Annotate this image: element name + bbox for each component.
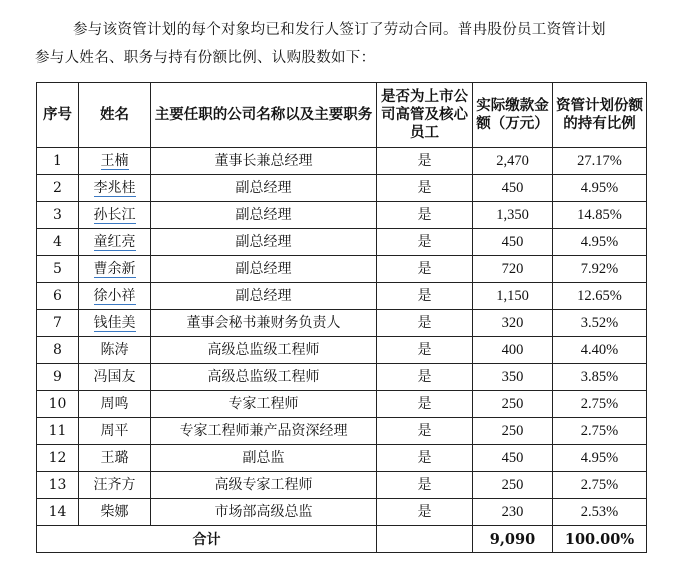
row-exec: 是	[377, 364, 473, 391]
total-label: 合计	[37, 526, 377, 553]
row-amount: 450	[473, 175, 553, 202]
row-seq: 12	[37, 445, 79, 472]
participant-name[interactable]: 孙长江	[93, 207, 136, 223]
row-pct: 27.17%	[553, 148, 647, 175]
row-amount: 250	[473, 418, 553, 445]
table-header-row	[37, 83, 647, 148]
row-amount: 450	[473, 229, 553, 256]
row-amount: 320	[473, 310, 553, 337]
row-exec: 是	[377, 256, 473, 283]
row-name	[79, 202, 151, 229]
table-row	[37, 418, 647, 445]
row-seq: 2	[37, 175, 79, 202]
row-role: 专家工程师兼产品资深经理	[151, 418, 377, 445]
row-seq: 14	[37, 499, 79, 526]
row-name	[79, 391, 151, 418]
table-row	[37, 256, 647, 283]
row-seq: 7	[37, 310, 79, 337]
participant-table	[36, 82, 647, 553]
header-amount: 实际缴款金额（万元）	[473, 83, 553, 148]
row-pct: 3.52%	[553, 310, 647, 337]
row-pct: 4.40%	[553, 337, 647, 364]
row-pct: 2.75%	[553, 418, 647, 445]
intro-line-2: 参与人姓名、职务与持有份额比例、认购股数如下：	[35, 50, 376, 66]
row-pct: 14.85%	[553, 202, 647, 229]
table-body	[37, 148, 647, 526]
row-amount: 450	[473, 445, 553, 472]
row-exec: 是	[377, 148, 473, 175]
table-row	[37, 391, 647, 418]
row-exec: 是	[377, 310, 473, 337]
row-name	[79, 337, 151, 364]
row-name	[79, 472, 151, 499]
table-row	[37, 310, 647, 337]
row-seq: 13	[37, 472, 79, 499]
row-exec: 是	[377, 283, 473, 310]
participant-name: 柴娜	[100, 504, 129, 520]
header-seq: 序号	[37, 83, 79, 148]
row-role: 董事会秘书兼财务负责人	[151, 310, 377, 337]
row-exec: 是	[377, 445, 473, 472]
row-seq: 8	[37, 337, 79, 364]
participant-name[interactable]: 王楠	[100, 153, 129, 169]
row-pct: 2.75%	[553, 391, 647, 418]
row-seq: 5	[37, 256, 79, 283]
row-name	[79, 283, 151, 310]
participant-name[interactable]: 童红亮	[93, 234, 136, 250]
row-amount: 720	[473, 256, 553, 283]
row-role: 专家工程师	[151, 391, 377, 418]
row-role: 副总经理	[151, 283, 377, 310]
table-row	[37, 499, 647, 526]
table-row	[37, 472, 647, 499]
row-role: 副总经理	[151, 175, 377, 202]
row-pct: 2.75%	[553, 472, 647, 499]
total-amount: 9,090	[473, 526, 553, 553]
table-row	[37, 283, 647, 310]
table-row	[37, 364, 647, 391]
row-role: 副总经理	[151, 256, 377, 283]
row-exec: 是	[377, 418, 473, 445]
total-exec-empty	[377, 526, 473, 553]
row-role: 高级总监级工程师	[151, 337, 377, 364]
participant-name: 冯国友	[93, 369, 136, 385]
row-name	[79, 499, 151, 526]
row-amount: 350	[473, 364, 553, 391]
row-name	[79, 364, 151, 391]
table-row	[37, 229, 647, 256]
row-pct: 3.85%	[553, 364, 647, 391]
row-role: 市场部高级总监	[151, 499, 377, 526]
header-role: 主要任职的公司名称以及主要职务	[151, 83, 377, 148]
row-amount: 250	[473, 391, 553, 418]
header-exec: 是否为上市公司高管及核心员工	[377, 83, 473, 148]
participant-name[interactable]: 徐小祥	[93, 288, 136, 304]
row-exec: 是	[377, 337, 473, 364]
row-role: 高级专家工程师	[151, 472, 377, 499]
row-role: 副总经理	[151, 202, 377, 229]
row-amount: 1,350	[473, 202, 553, 229]
row-exec: 是	[377, 175, 473, 202]
row-amount: 2,470	[473, 148, 553, 175]
row-amount: 1,150	[473, 283, 553, 310]
row-seq: 6	[37, 283, 79, 310]
row-name	[79, 256, 151, 283]
participant-name[interactable]: 钱佳美	[93, 315, 136, 331]
row-exec: 是	[377, 391, 473, 418]
row-amount: 250	[473, 472, 553, 499]
table-row	[37, 445, 647, 472]
total-row	[37, 526, 647, 553]
row-exec: 是	[377, 499, 473, 526]
row-name	[79, 418, 151, 445]
row-pct: 4.95%	[553, 445, 647, 472]
table-row	[37, 148, 647, 175]
row-seq: 10	[37, 391, 79, 418]
row-name	[79, 310, 151, 337]
table-row	[37, 337, 647, 364]
row-amount: 400	[473, 337, 553, 364]
row-amount: 230	[473, 499, 553, 526]
row-exec: 是	[377, 229, 473, 256]
row-role: 副总监	[151, 445, 377, 472]
participant-name[interactable]: 李兆桂	[93, 180, 136, 196]
row-pct: 7.92%	[553, 256, 647, 283]
row-seq: 11	[37, 418, 79, 445]
intro-paragraph	[35, 16, 675, 72]
row-exec: 是	[377, 472, 473, 499]
participant-name: 陈涛	[100, 342, 129, 358]
row-seq: 1	[37, 148, 79, 175]
row-exec: 是	[377, 202, 473, 229]
row-name	[79, 175, 151, 202]
row-role: 董事长兼总经理	[151, 148, 377, 175]
row-seq: 9	[37, 364, 79, 391]
participant-name[interactable]: 曹余新	[93, 261, 136, 277]
row-pct: 12.65%	[553, 283, 647, 310]
row-role: 副总经理	[151, 229, 377, 256]
participant-name: 王璐	[100, 450, 129, 466]
total-pct: 100.00%	[553, 526, 647, 553]
row-seq: 3	[37, 202, 79, 229]
participant-name: 周鸣	[100, 396, 129, 412]
row-seq: 4	[37, 229, 79, 256]
row-name	[79, 148, 151, 175]
participant-name: 汪齐方	[93, 477, 136, 493]
row-pct: 4.95%	[553, 175, 647, 202]
row-role: 高级总监级工程师	[151, 364, 377, 391]
row-pct: 2.53%	[553, 499, 647, 526]
row-name	[79, 445, 151, 472]
intro-line-1: 参与该资管计划的每个对象均已和发行人签订了劳动合同。普冉股份员工资管计划	[73, 22, 606, 38]
header-pct: 资管计划份额的持有比例	[553, 83, 647, 148]
table-row	[37, 202, 647, 229]
header-name: 姓名	[79, 83, 151, 148]
table-row	[37, 175, 647, 202]
participant-name: 周平	[100, 423, 129, 439]
row-name	[79, 229, 151, 256]
row-pct: 4.95%	[553, 229, 647, 256]
